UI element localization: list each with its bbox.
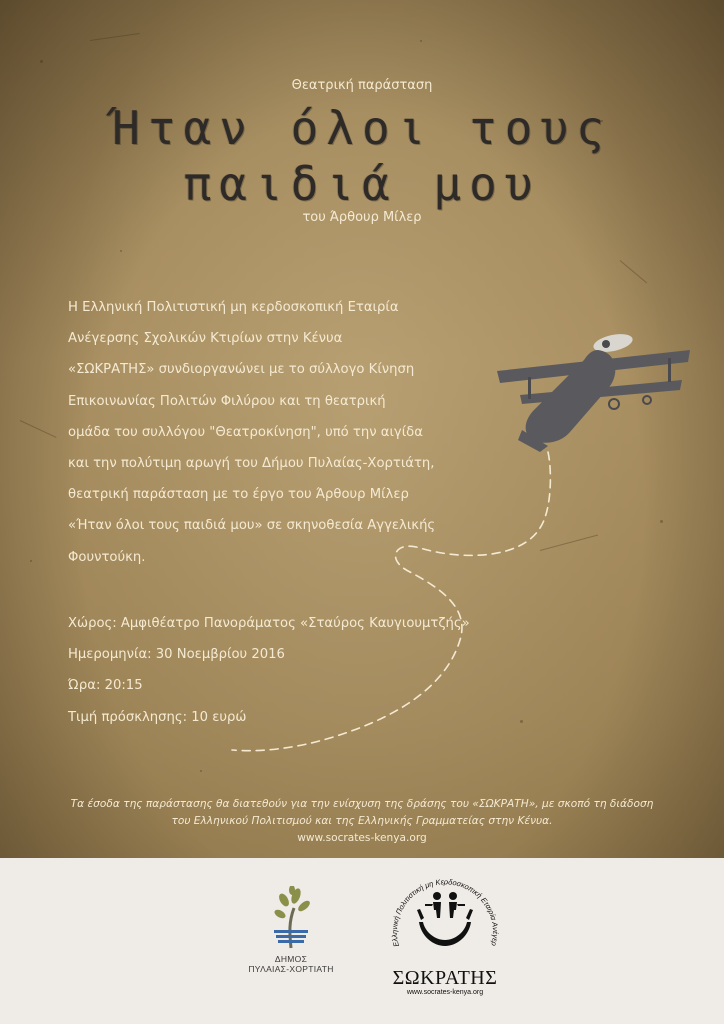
paper-fiber [90,33,140,41]
paper-speck [660,520,663,523]
play-author: του Άρθουρ Μίλερ [302,210,422,225]
website-link[interactable]: www.socrates-kenya.org [297,832,427,844]
proceeds-note-line: του Ελληνικού Πολιτισμού και της Ελληνικής Γραμματείας στην Κένυα. [171,815,553,827]
announcement-line: Ανέγερσης Σχολικών Κτιρίων στην Κένυα [68,331,343,347]
event-kicker: Θεατρική παράσταση [291,78,433,93]
announcement-line: θεατρική παράσταση με το έργο του Άρθουρ Μίλερ [68,487,409,503]
paper-speck [420,40,422,42]
proceeds-note [0,796,724,847]
event-details [68,608,528,733]
proceeds-note-line: Τα έσοδα της παράστασης θα διατεθούν για την ενίσχυση της δράσης του «ΣΩΚΡΑΤΗ», με σκοπό τη διάδοση [70,798,654,810]
event-venue: Χώρος: Αμφιθέατρο Πανοράματος «Σταύρος Καυγιουμτζής» [68,616,470,631]
play-title [0,100,724,212]
municipality-logo-label [236,954,346,974]
socrates-arc-text: Ελληνική Πολιτιστική μη Κερδοσκοπική Εταιρία Ανέγερ [389,877,501,948]
announcement-text [68,292,488,573]
event-time: Ώρα: 20:15 [68,678,143,694]
play-title-line: Ήταν όλοι τους [112,101,612,155]
municipality-logo-label-line: ΔΗΜΟΣ [274,954,308,964]
socrates-name: ΣΩΚΡΑΤΗΣ [392,967,498,989]
event-price: Τιμή πρόσκλησης: 10 ευρώ [68,709,247,725]
announcement-line: ομάδα του συλλόγου "Θεατροκίνηση", υπό την αιγίδα [68,424,423,440]
biplane-icon [497,331,690,452]
paper-fiber [620,260,647,283]
paper-fiber [20,420,57,438]
paper-speck [30,560,32,562]
announcement-line: Η Ελληνική Πολιτιστική μη κερδοσκοπική Εταιρία [68,300,399,315]
paper-fiber [540,534,598,550]
sponsor-logos-band [0,858,724,1024]
paper-speck [200,770,202,772]
municipality-logo-label-line: ΠΥΛΑΙΑΣ-ΧΟΡΤΙΑΤΗ [248,964,334,974]
announcement-line: Επικοινωνίας Πολιτών Φιλύρου και τη θεατρική [68,393,386,409]
announcement-line: «Ήταν όλοι τους παιδιά μου» σε σκηνοθεσία Αγγελικής [68,518,436,534]
announcement-line: και την πολύτιμη αρωγή του Δήμου Πυλαίας-Χορτιάτη, [68,456,435,472]
announcement-line: «ΣΩΚΡΑΤΗΣ» συνδιοργανώνει με το σύλλογο Κίνηση [68,362,415,378]
hands-children-icon [417,892,473,946]
municipality-logo [236,886,346,974]
play-title-line: παιδιά μου [183,157,541,211]
paper-speck [120,250,122,252]
announcement-line: Φουντούκη. [68,549,146,565]
paper-speck [40,60,43,63]
event-date: Ημερομηνία: 30 Νοεμβρίου 2016 [68,647,285,663]
socrates-emblem [385,866,505,966]
olive-tree-icon [266,886,316,950]
socrates-logo [380,866,510,997]
socrates-url[interactable]: www.socrates-kenya.org [406,989,484,996]
